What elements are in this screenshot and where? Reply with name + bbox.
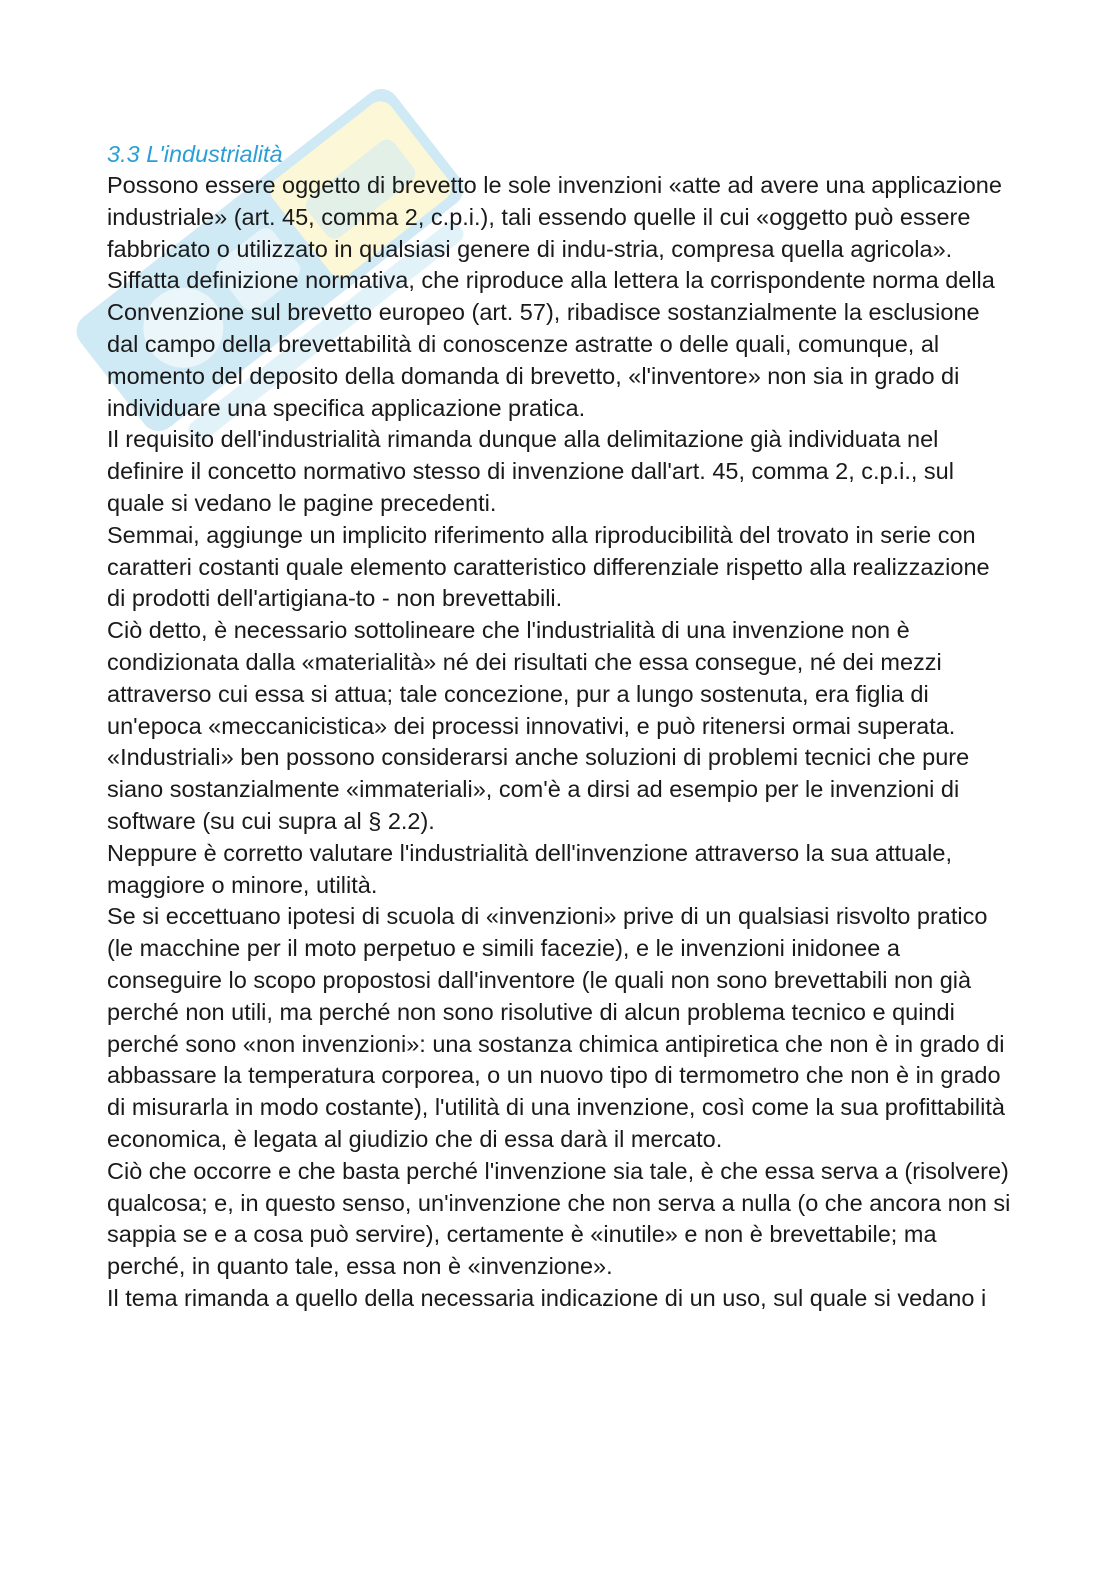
paragraph-7: Se si eccettuano ipotesi di scuola di «invenzioni» prive di un qualsiasi risvolto pratico (le macchine per il moto perpetuo e simili facezie), e le invenzioni inidonee a conseguire lo scopo propostosi dall'inventore (le quali non sono brevettabili non già perché non utili, ma perché non sono risolutive di alcun problema tecnico e quindi perché sono «non invenzioni»: una sostanza chimica antipiretica che non è in grado di abbassare la temperatura corporea, o un nuovo tipo di termometro che non è in grado di misurarla in modo costante), l'utilità di una invenzione, così come la sua profittabilità economica, è legata al giudizio che di essa darà il mercato. — [107, 903, 1005, 1152]
document-page — [107, 138, 1012, 1315]
paragraph-2: Siffatta definizione normativa, che riproduce alla lettera la corrispondente norma della Convenzione sul brevetto europeo (art. 57), ribadisce sostanzialmente la esclusione dal campo della brevettabilità di conoscenze astratte o delle quali, comunque, al momento del deposito della domanda di brevetto, «l'inventore» non sia in grado di individuare una specifica applicazione pratica. — [107, 267, 995, 421]
paragraph-6: Neppure è corretto valutare l'industrialità dell'invenzione attraverso la sua attuale, maggiore o minore, utilità. — [107, 839, 953, 898]
paragraph-5: Ciò detto, è necessario sottolineare che l'industrialità di una invenzione non è condizionata dalla «materialità» né dei risultati che essa consegue, né dei mezzi attraverso cui essa si attua; tale concezione, pur a lungo sostenuta, era figlia di un'epoca «meccanicistica» dei processi innovativi, e può ritenersi ormai superata. «Industriali» ben possono considerarsi anche soluzioni di problemi tecnici che pure siano sostanzialmente «immateriali», com'è a dirsi ad esempio per le invenzioni di software (su cui supra al § 2.2). — [107, 617, 970, 834]
section-title: 3.3 L'industrialità — [107, 141, 283, 167]
paragraph-3: Il requisito dell'industrialità rimanda dunque alla delimitazione già individuata nel definire il concetto normativo stesso di invenzione dall'art. 45, comma 2, c.p.i., sul quale si vedano le pagine precedenti. — [107, 426, 954, 516]
paragraph-8: Ciò che occorre e che basta perché l'invenzione sia tale, è che essa serva a (risolvere) qualcosa; e, in questo senso, un'invenzione che non serva a nulla (o che ancora non si sappia se e a cosa può servire), certamente è «inutile» e non è brevettabile; ma perché, in quanto tale, essa non è «invenzione». — [107, 1157, 1011, 1280]
paragraph-1: Possono essere oggetto di brevetto le sole invenzioni «atte ad avere una applicazione industriale» (art. 45, comma 2, c.p.i.), tali essendo quelle il cui «oggetto può essere fabbricato o utilizzato in qualsiasi genere di indu-stria, compresa quella agricola». — [107, 172, 1002, 262]
paragraph-9: Il tema rimanda a quello della necessaria indicazione di un uso, sul quale si vedano i — [107, 1284, 987, 1311]
paragraph-4: Semmai, aggiunge un implicito riferimento alla riproducibilità del trovato in serie con caratteri costanti quale elemento caratteristico differenziale rispetto alla realizzazione di prodotti dell'artigiana-to - non brevettabili. — [107, 521, 990, 612]
